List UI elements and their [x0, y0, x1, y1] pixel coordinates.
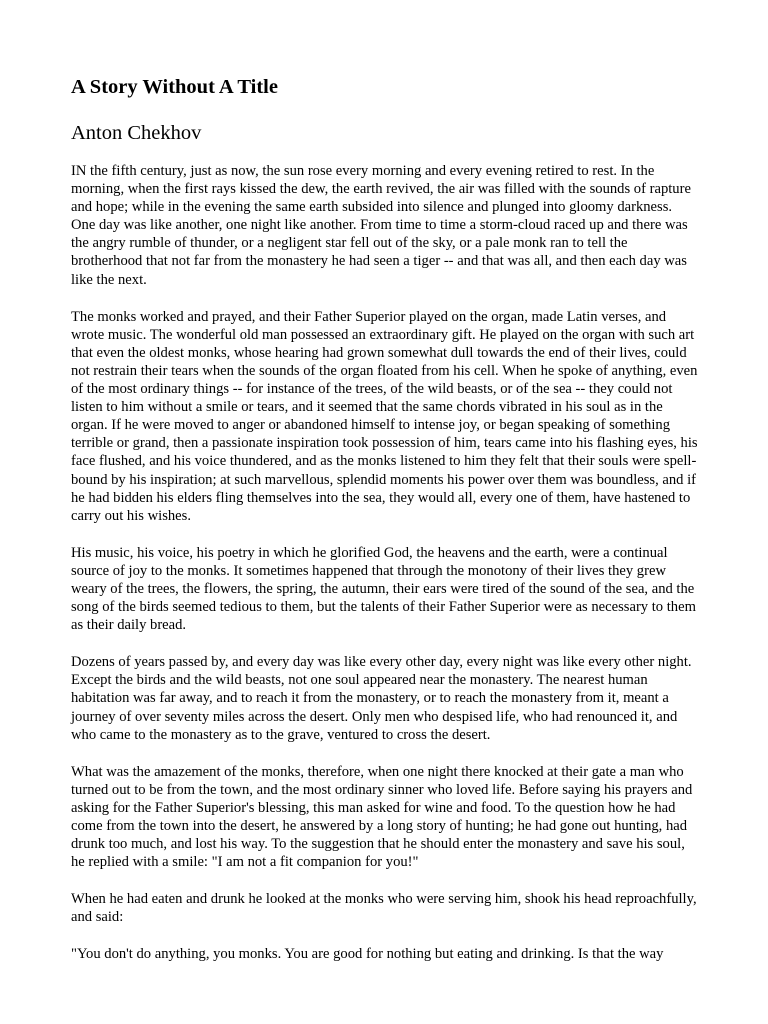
document-page: [71, 74, 699, 982]
author-name: Anton Chekhov: [71, 122, 202, 144]
paragraph-6: When he had eaten and drunk he looked at the monks who were serving him, shook his head reproachfully, and said:: [71, 891, 697, 926]
story-title: A Story Without A Title: [71, 76, 278, 98]
paragraph-7: "You don't do anything, you monks. You are good for nothing but eating and drinking. Is that the way: [71, 946, 664, 963]
paragraph-1: IN the fifth century, just as now, the sun rose every morning and every evening retired to rest. In the morning, when the first rays kissed the dew, the earth revived, the air was filled with the sounds of rapture and hope; while in the evening the same earth subsided into silence and plunged into gloomy darkness. One day was like another, one night like another. From time to time a storm-cloud raced up and there was the angry rumble of thunder, or a negligent star fell out of the sky, or a pale monk ran to tell the brotherhood that not far from the monastery he had seen a tiger -- and that was all, and then each day was like the next.: [71, 163, 691, 288]
paragraph-4: Dozens of years passed by, and every day was like every other day, every night was like every other night. Except the birds and the wild beasts, not one soul appeared near the monastery. The nearest human habitation was far away, and to reach it from the monastery, or to reach the monastery from it, meant a journey of over seventy miles across the desert. Only men who despised life, who had renounced it, and who came to the monastery as to the grave, ventured to cross the desert.: [71, 654, 692, 743]
story-body: [71, 162, 699, 963]
paragraph-5: What was the amazement of the monks, therefore, when one night there knocked at their gate a man who turned out to be from the town, and the most ordinary sinner who loved life. Before saying his prayers and asking for the Father Superior's blessing, this man asked for wine and food. To the question how he had come from the town into the desert, he answered by a long story of hunting; he had gone out hunting, had drunk too much, and lost his way. To the suggestion that he should enter the monastery and save his soul, he replied with a smile: "I am not a fit companion for you!": [71, 763, 693, 871]
paragraph-2: The monks worked and prayed, and their Father Superior played on the organ, made Latin verses, and wrote music. The wonderful old man possessed an extraordinary gift. He played on the organ with such art that even the oldest monks, whose hearing had grown somewhat dull towards the end of their lives, could not restrain their tears when the sounds of the organ floated from his cell. When he spoke of anything, even of the most ordinary things -- for instance of the trees, of the wild beasts, or of the sea -- they could not listen to him without a smile or tears, and it seemed that the same chords vibrated in his soul as in the organ. If he were moved to anger or abandoned himself to intense joy, or began speaking of something terrible or grand, then a passionate inspiration took possession of him, tears came into his flashing eyes, his face flushed, and his voice thundered, and as the monks listened to him they felt that their souls were spell-bound by his inspiration; at such marvellous, splendid moments his power over them was boundless, and if he had bidden his elders fling themselves into the sea, they would all, every one of them, have hastened to carry out his wishes.: [71, 308, 698, 524]
paragraph-3: His music, his voice, his poetry in which he glorified God, the heavens and the earth, were a continual source of joy to the monks. It sometimes happened that through the monotony of their lives they grew weary of the trees, the flowers, the spring, the autumn, their ears were tired of the sound of the sea, and the song of the birds seemed tedious to them, but the talents of their Father Superior were as necessary to them as their daily bread.: [71, 544, 696, 634]
